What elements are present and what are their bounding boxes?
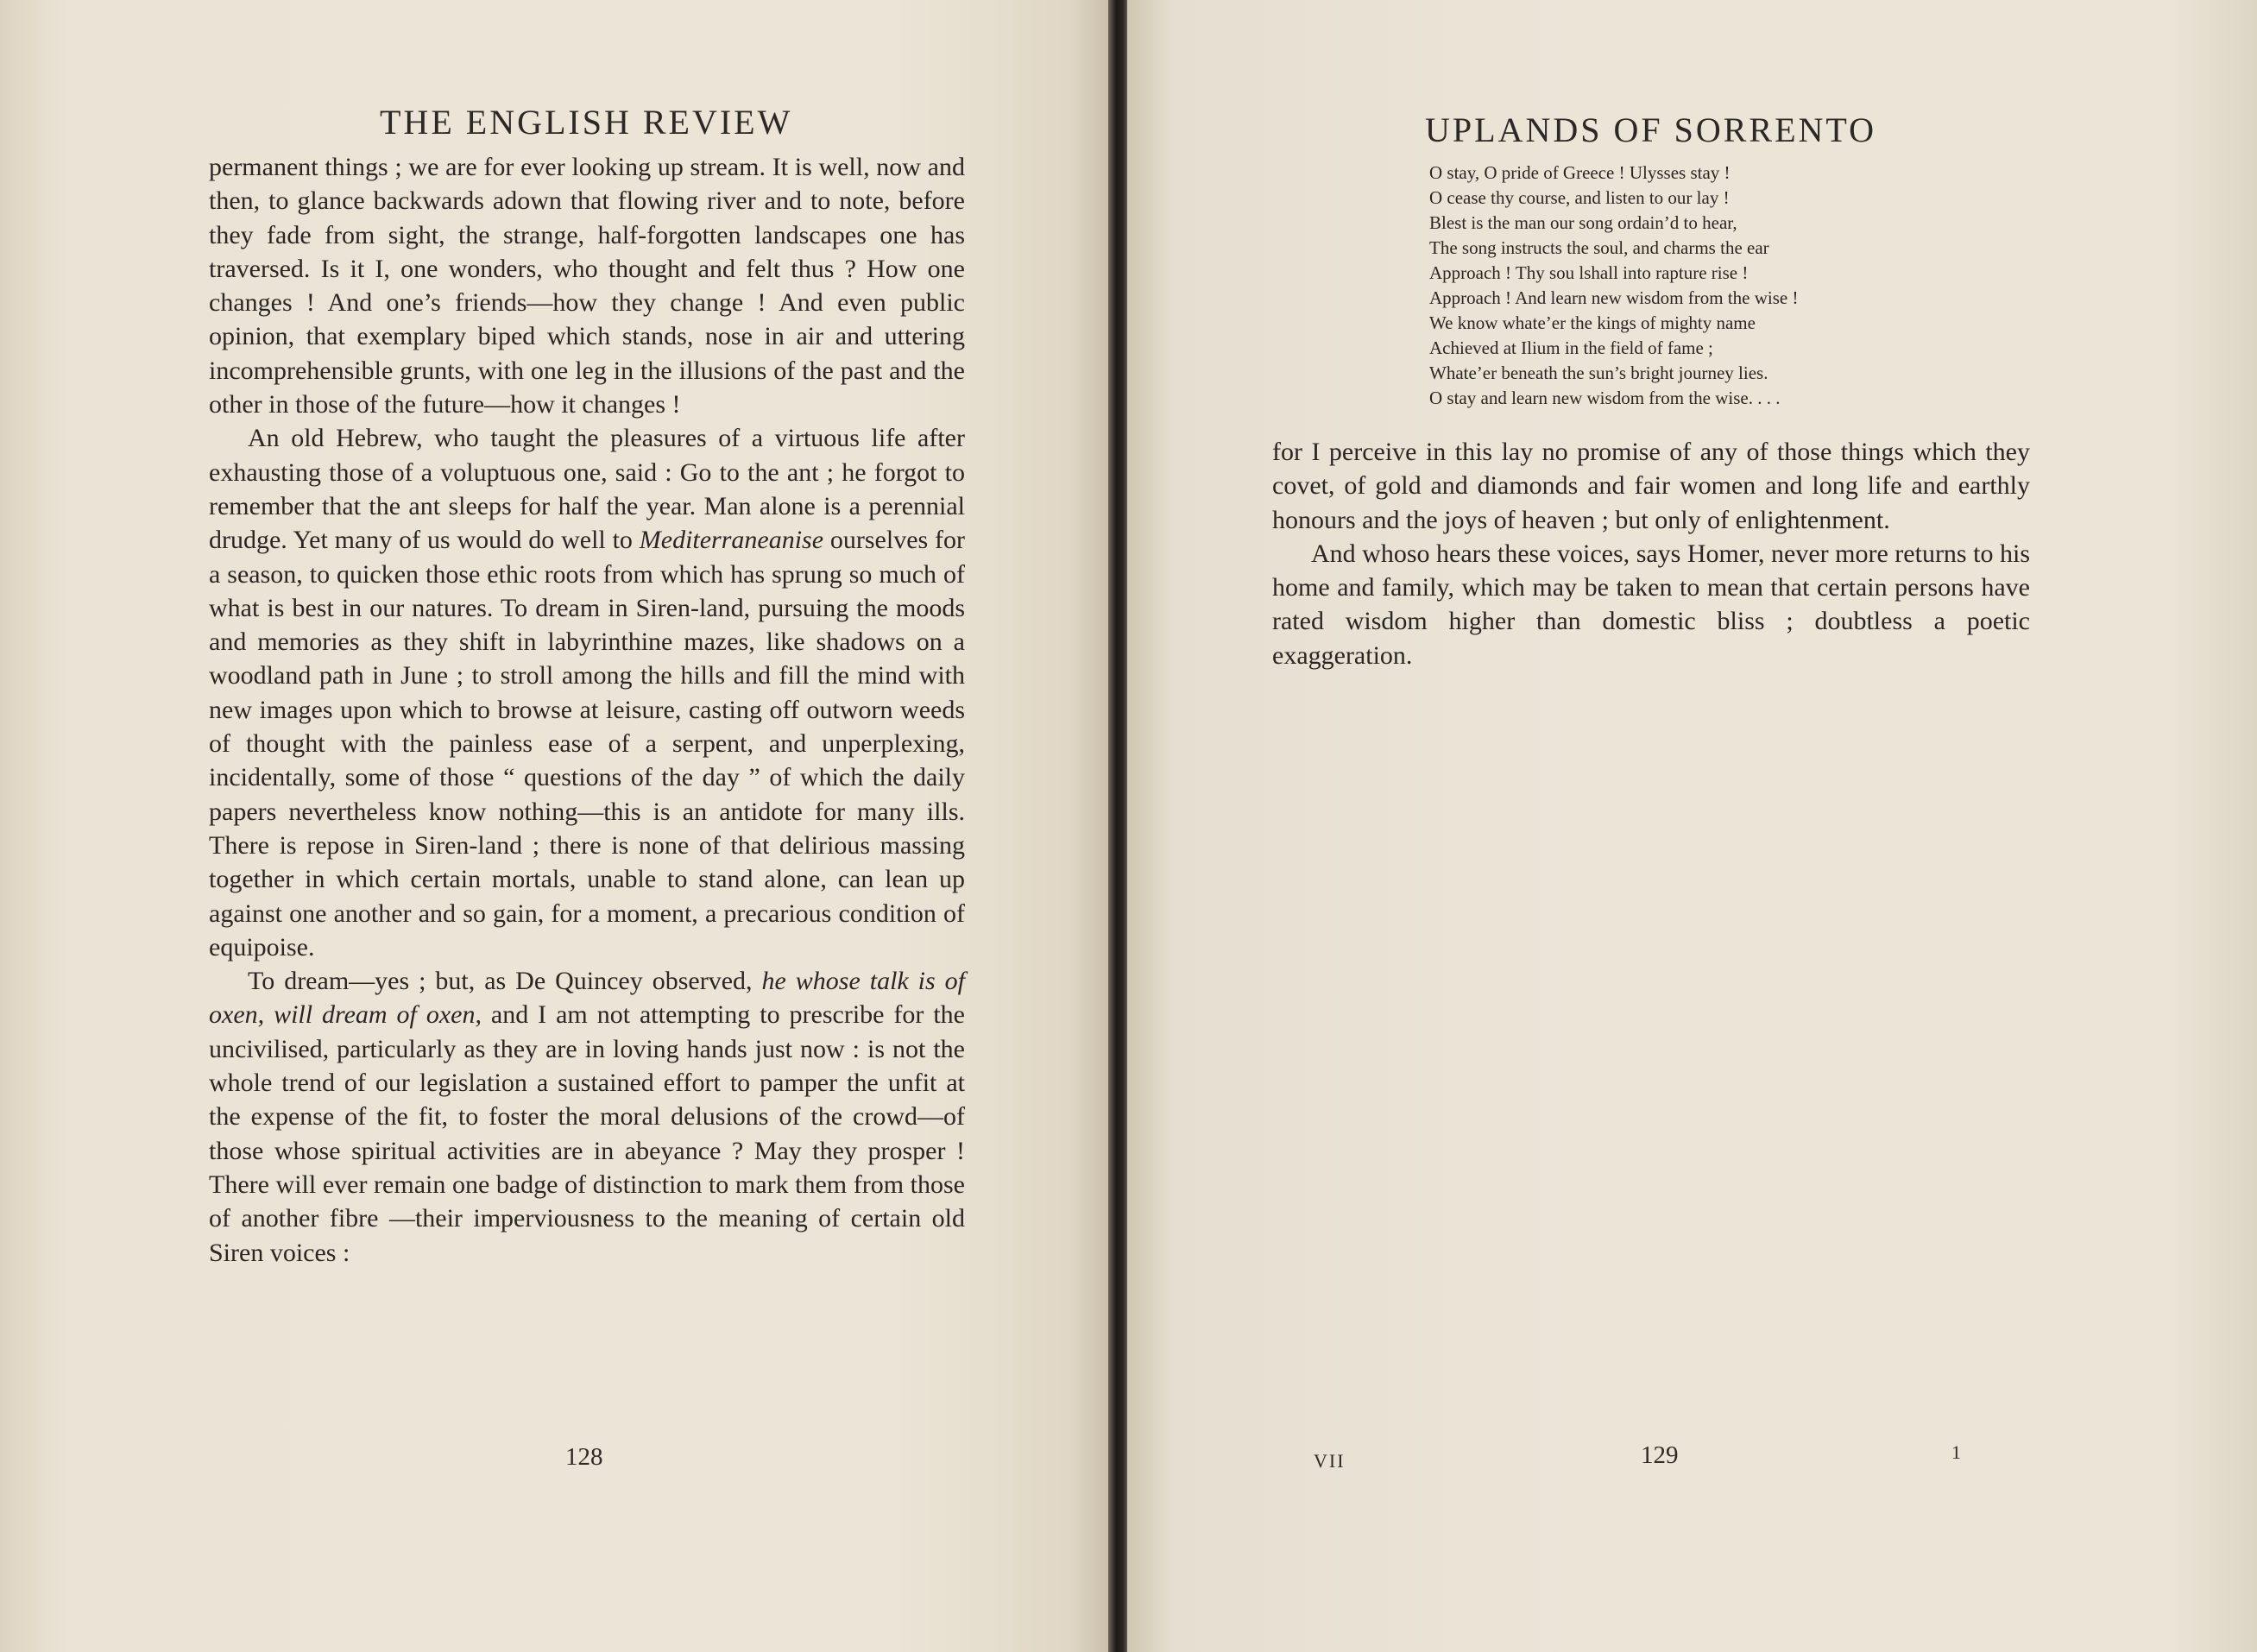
- verse-line: We know whate’er the kings of mighty name: [1429, 312, 1756, 333]
- verse-line: Approach ! Thy sou lshall into rapture rise !: [1429, 262, 1749, 283]
- paragraph-5: And whoso hears these voices, says Homer, never more returns to his home and family, which may be taken to mean that certain persons have rated wisdom higher than domestic bliss ; doubtless a poetic exaggeration.: [1272, 539, 2030, 670]
- signature-mark: VII: [1314, 1450, 1346, 1472]
- running-head-right: UPLANDS OF SORRENTO: [1425, 110, 1877, 149]
- verse-line: Achieved at Ilium in the field of fame ;: [1429, 337, 1713, 358]
- verse-line: O stay and learn new wisdom from the wise. . . .: [1429, 388, 1781, 408]
- left-page: [0, 0, 1113, 1652]
- left-page-body: [209, 150, 965, 1270]
- verse-line: Approach ! And learn new wisdom from the wise !: [1429, 287, 1799, 308]
- verse-quotation: [1429, 161, 1798, 411]
- verse-line: Blest is the man our song ordain’d to hear,: [1429, 212, 1737, 233]
- paragraph-3-text-a: To dream—yes ; but, as De Quincey observed,: [248, 967, 762, 996]
- verse-line: O stay, O pride of Greece ! Ulysses stay !: [1429, 162, 1731, 183]
- page-number-left: 128: [565, 1443, 603, 1471]
- paragraph-2-italic: Mediterraneanise: [639, 526, 824, 555]
- printer-mark: 1: [1951, 1441, 1963, 1463]
- paragraph-3-italic: he whose talk is of oxen, will dream of oxen,: [209, 967, 965, 1030]
- paragraph-4: for I perceive in this lay no promise of any of those things which they covet, of gold and diamonds and fair women and long life and earthly honours and the joys of heaven ; but only of enlightenment.: [1272, 438, 2030, 534]
- paragraph-1: permanent things ; we are for ever looking up stream. It is well, now and then, to glance backwards adown that flowing river and to note, before they fade from sight, the strange, half-forgotten landscapes one has traversed. Is it I, one wonders, who thought and felt thus ? How one changes ! And one’s friends—how they change ! And even public opinion, that exemplary biped which stands, nose in air and uttering incomprehensible grunts, with one leg in the illusions of the past and the other in those of the future—how it changes !: [209, 153, 965, 419]
- paragraph-2-text-b: ourselves for a season, to quicken those ethic roots from which has sprung so much of what is best in our natures. To dream in Siren-land, pursuing the moods and memories as they shift in labyrinthine mazes, like shadows on a woodland path in June ; to stroll among the hills and fill the mind with new images upon which to browse at leisure, casting off outworn weeds of thought with the painless ease of a serpent, and unperplexing, incidentally, some of those “ questions of the day ” of which the daily papers nevertheless know nothing—this is an antidote for many ills. There is repose in Siren-land ; there is none of that delirious massing together in which certain mortals, unable to stand alone, can lean up against one another and so gain, for a moment, a precarious condition of equipoise.: [209, 526, 965, 962]
- verse-line: O cease thy course, and listen to our lay !: [1429, 187, 1730, 208]
- paragraph-3: [209, 964, 965, 1270]
- verse-line: Whate’er beneath the sun’s bright journey lies.: [1429, 363, 1768, 383]
- right-page: [1127, 0, 2257, 1652]
- page-number-right: 129: [1641, 1441, 1679, 1469]
- paragraph-3-text-b: and I am not attempting to prescribe for the uncivilised, particularly as they are in loving hands just now : is not the whole trend of our legislation a sustained effort to pamper the unfit at the expense of the fit, to foster the moral delusions of the crowd—of those whose spiritual activities are in abeyance ? May they prosper ! There will ever remain one badge of distinction to mark them from those of another fibre —their imperviousness to the meaning of certain old Siren voices :: [209, 1000, 965, 1267]
- running-head-left: THE ENGLISH REVIEW: [380, 103, 793, 142]
- paragraph-2-text-a: An old Hebrew, who taught the pleasures of a virtuous life after exhausting those of a voluptuous one, said : Go to the ant ; he forgot to remember that the ant sleeps for half the year. Man alone is a perennial drudge. Yet many of us would do well to: [209, 424, 965, 555]
- verse-line: The song instructs the soul, and charms the ear: [1429, 237, 1769, 258]
- paragraph-2: [209, 421, 965, 964]
- right-page-body: [1272, 435, 2030, 672]
